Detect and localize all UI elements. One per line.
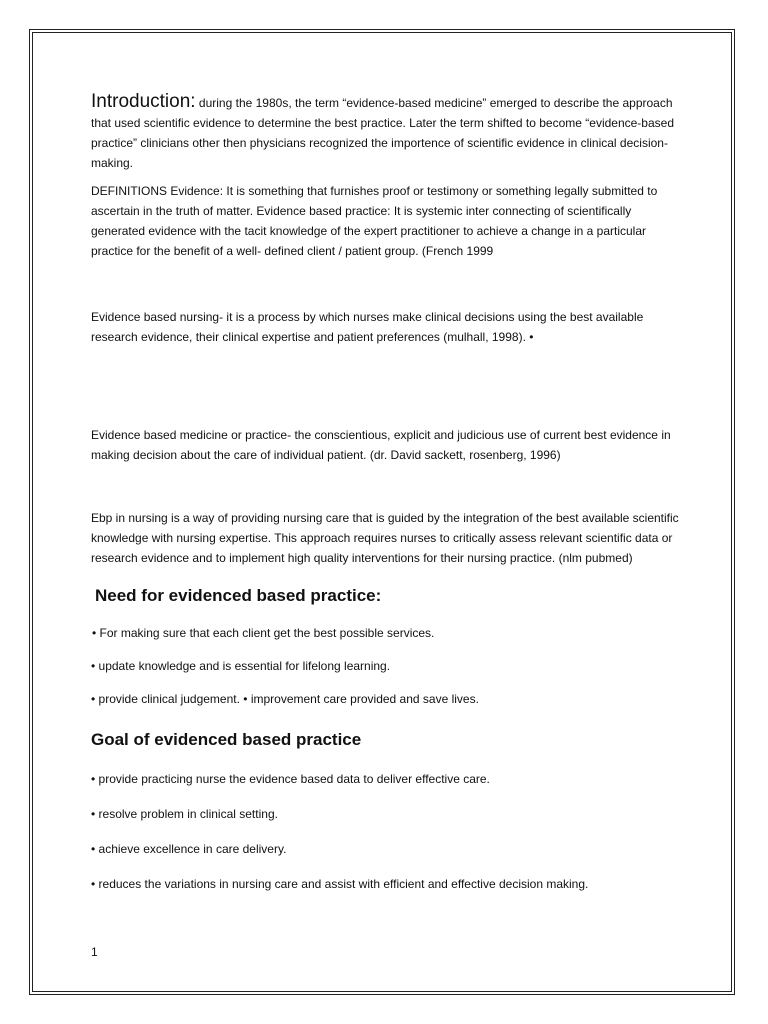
definitions-paragraph: DEFINITIONS Evidence: It is something that furnishes proof or testimony or something legally submitted to ascertain in the truth of matter. Evidence based practice: It is systemic inter connecting of scientifically generated evidence with the tacit knowledge of the expert practitioner to achieve a change in a particular practice for the benefit of a well- defined client / patient group. (French 1999 — [91, 184, 658, 258]
document-body — [91, 92, 681, 910]
goal-section-heading: Goal of evidenced based practice — [91, 730, 362, 749]
list-item: • resolve problem in clinical setting. — [91, 807, 278, 821]
list-item: • reduces the variations in nursing care and assist with efficient and effective decision making. — [91, 877, 589, 891]
list-item: • provide clinical judgement. • improvement care provided and save lives. — [91, 692, 479, 706]
ebp-in-nursing-paragraph: Ebp in nursing is a way of providing nursing care that is guided by the integration of the best available scientific knowledge with nursing expertise. This approach requires nurses to critically assess relevant scientific data or research evidence and to implement high quality interventions for their nursing practice. (nlm pubmed) — [91, 511, 679, 565]
list-item: • achieve excellence in care delivery. — [91, 842, 287, 856]
need-section-heading: Need for evidenced based practice: — [95, 586, 382, 605]
need-list — [91, 624, 681, 708]
introduction-heading: Introduction: — [91, 91, 196, 112]
introduction-paragraph — [91, 92, 681, 173]
list-item: • For making sure that each client get the best possible services. — [92, 626, 435, 640]
evidence-based-nursing-paragraph: Evidence based nursing- it is a process by which nurses make clinical decisions using the best available research evidence, their clinical expertise and patient preferences (mulhall, 1998). • — [91, 310, 644, 344]
goal-list — [91, 770, 681, 893]
page-number: 1 — [91, 945, 98, 959]
evidence-based-medicine-paragraph: Evidence based medicine or practice- the conscientious, explicit and judicious use of current best evidence in making decision about the care of individual patient. (dr. David sackett, rosenberg, 1996) — [91, 428, 671, 462]
introduction-text: during the 1980s, the term “evidence-based medicine” emerged to describe the approach that used scientific evidence to determine the best practice. Later the term shifted to become “evidence-based practice” clinicians other then physicians recognized the importence of scientific evidence in clinical decision-making. — [91, 96, 674, 170]
list-item: • update knowledge and is essential for lifelong learning. — [91, 659, 391, 673]
list-item: • provide practicing nurse the evidence based data to deliver effective care. — [91, 772, 490, 786]
